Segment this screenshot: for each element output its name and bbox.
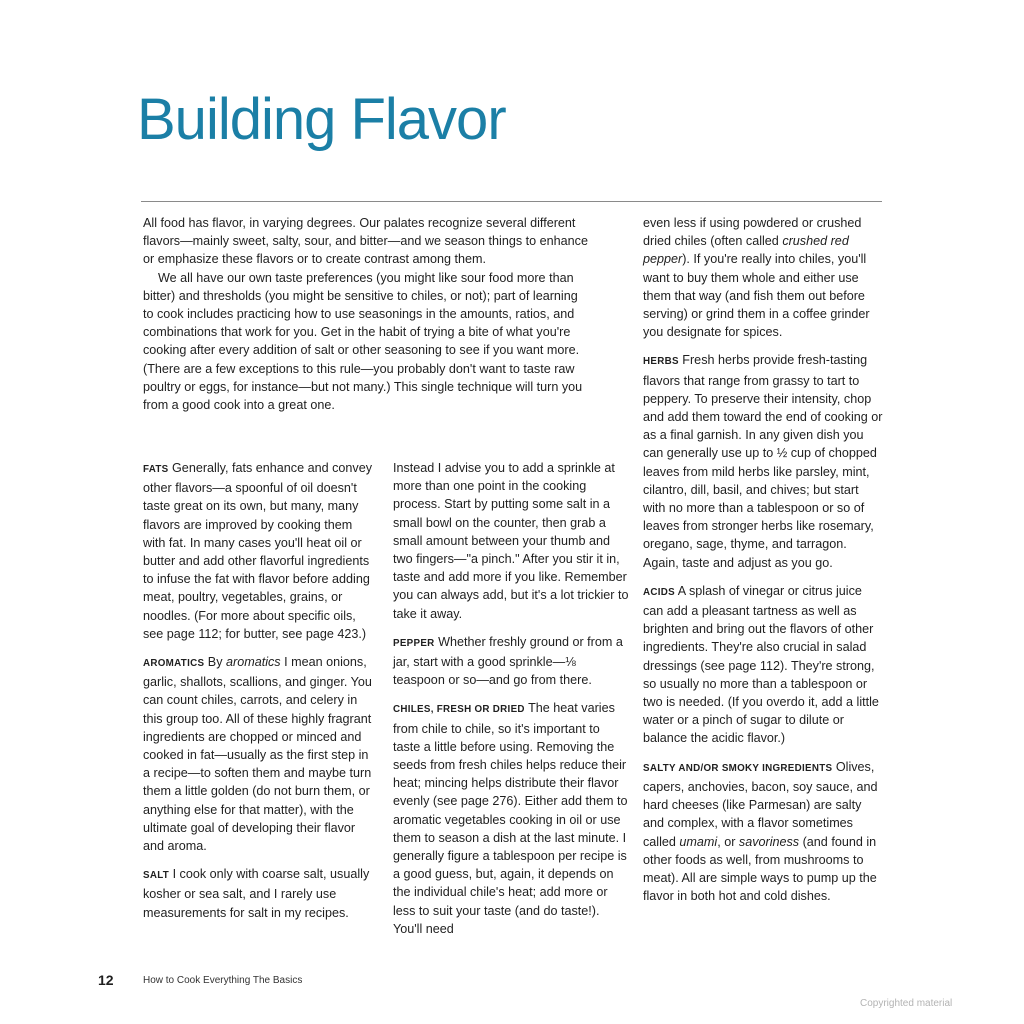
pepper-text: Whether freshly ground or from a jar, start with a good sprinkle—⅛ teaspoon or so—and go from there. bbox=[393, 634, 623, 688]
pepper-section bbox=[393, 633, 629, 690]
chiles-section bbox=[393, 699, 629, 938]
salty-label: SALTY AND/OR SMOKY INGREDIENTS bbox=[643, 762, 833, 774]
title-divider bbox=[141, 201, 882, 202]
page-number: 12 bbox=[98, 972, 114, 988]
herbs-text: Fresh herbs provide fresh-tasting flavors that range from grassy to tart to peppery. To preserve their intensity, chop and add them toward the end of cooking or as a final garnish. In any given dish you can generally use up to ½ cup of chopped leaves from mild herbs like parsley, mint, cilantro, dill, basil, and chives; but start with no more than a tablespoon or so of leaves from stronger herbs like rosemary, oregano, sage, thyme, and tarragon. Again, taste and adjust as you go. bbox=[643, 353, 883, 570]
salty-italic-1: umami bbox=[679, 834, 718, 849]
chiles-label: CHILES, FRESH OR DRIED bbox=[393, 704, 525, 716]
column-3 bbox=[643, 214, 883, 915]
fats-section bbox=[143, 459, 378, 643]
salty-text: Olives, capers, anchovies, bacon, soy sauce, and hard cheeses (like Parmesan) are salty and complex, with a flavor sometimes called bbox=[643, 759, 878, 849]
chiles-cont-post: ). If you're really into chiles, you'll want to buy them whole and either use them that way (and fish them out before serving) or grind them in a coffee grinder you designate for spices. bbox=[643, 252, 870, 340]
book-title-footer: How to Cook Everything The Basics bbox=[143, 975, 303, 986]
copyright-notice: Copyrighted material bbox=[860, 998, 953, 1009]
acids-section bbox=[643, 582, 883, 748]
aromatics-pre: By bbox=[207, 655, 223, 670]
chiles-cont-pre: even less if using powdered or crushed dried chiles (often called bbox=[643, 216, 862, 249]
intro-paragraph-2: We all have our own taste preferences (you might like sour food more than bitter) and thresholds (you might be sensitive to chiles, or not); part of learning to cook includes practicing how to use seasonings in the amounts, ratios, and combinations that work for you. Get in the habit of trying a bite of what you're cooking after every addition of salt or other seasoning to see if you want more. (There are a few exceptions to this rule—you probably don't want to taste raw poultry or eggs, for instance—but not many.) This single technique will turn you from a good cook into a great one. bbox=[143, 270, 583, 413]
intro-paragraph-1: All food has flavor, in varying degrees. Our palates recognize several different flavors—mainly sweet, salty, sour, and bitter—and we season things to enhance or emphasize these flavors or to create contrast among them. bbox=[143, 216, 588, 267]
salt-continued: Instead I advise you to add a sprinkle at more than one point in the cooking process. Start by putting some salt in a small bowl on the counter, then grab a small amount between your thumb and two fingers—"a pinch." After you stir it in, taste and add more if you like. Remember you can always add, but it's a lot trickier to take it away. bbox=[393, 461, 629, 621]
salty-section bbox=[643, 758, 883, 906]
aromatics-italic: aromatics bbox=[226, 655, 281, 670]
herbs-section bbox=[643, 351, 883, 571]
salt-section bbox=[143, 865, 378, 922]
fats-text: Generally, fats enhance and convey other flavors—a spoonful of oil doesn't taste great on its own, but many, many flavors are improved by cooking them with fat. In many cases you'll heat oil or butter and add other flavorful ingredients to infuse the fat with flavor before adding meat, poultry, vegetables, grains, or noodles. (For more about specific oils, see page 112; for butter, see page 423.) bbox=[143, 461, 373, 641]
acids-label: ACIDS bbox=[643, 586, 675, 598]
salty-mid: , or bbox=[717, 834, 736, 849]
chiles-cont-italic: crushed red pepper bbox=[643, 234, 849, 267]
salty-italic-2: savoriness bbox=[738, 834, 800, 849]
chiles-continued bbox=[643, 214, 883, 341]
page-title: Building Flavor bbox=[137, 87, 506, 152]
acids-text: A splash of vinegar or citrus juice can add a pleasant tartness as well as brighten and bring out the flavors of other ingredients. They're also crucial in salad dressings (see page 112). They're strong, so usually no more than a tablespoon or two is needed. (If you overdo it, add a little water or a pinch of sugar to dilute or balance the acidic flavor.) bbox=[643, 583, 879, 746]
herbs-label: HERBS bbox=[643, 356, 679, 368]
fats-label: FATS bbox=[143, 464, 169, 475]
chiles-text: The heat varies from chile to chile, so it's important to taste a little before using. Removing the seeds from fresh chiles helps reduce their heat; mincing helps distribute their flavor evenly (see page 276). Either add them to aromatic vegetables cooking in oil or use them to season a dish at the last minute. I generally figure a tablespoon per recipe is a good guess, but, again, it depends on the individual chile's heat; add more or less to suit your taste (and do taste!). You'll need bbox=[393, 701, 628, 936]
pepper-label: PEPPER bbox=[393, 637, 435, 649]
column-1 bbox=[143, 459, 378, 932]
aromatics-text: I mean onions, garlic, shallots, scallions, and ginger. You can count chiles, carrots, and celery in this group too. All of these highly fragrant ingredients are chopped or minced and cooked in fat—usually as the first step in a recipe—to soften them and maybe turn them a little golden (do not burn them, or anything else for that matter), with the ultimate goal of developing their flavor and aroma. bbox=[143, 655, 372, 854]
salt-text: I cook only with coarse salt, usually kosher or sea salt, and I rarely use measurements for salt in my recipes. bbox=[143, 867, 370, 920]
aromatics-section bbox=[143, 653, 378, 855]
aromatics-label: AROMATICS bbox=[143, 658, 205, 670]
column-2 bbox=[393, 459, 629, 948]
salty-post: (and found in other foods as well, from mushrooms to meat). All are simple ways to pump up the flavor in both hot and cold dishes. bbox=[643, 834, 877, 904]
intro-column bbox=[143, 214, 589, 414]
salt-label: SALT bbox=[143, 870, 170, 882]
